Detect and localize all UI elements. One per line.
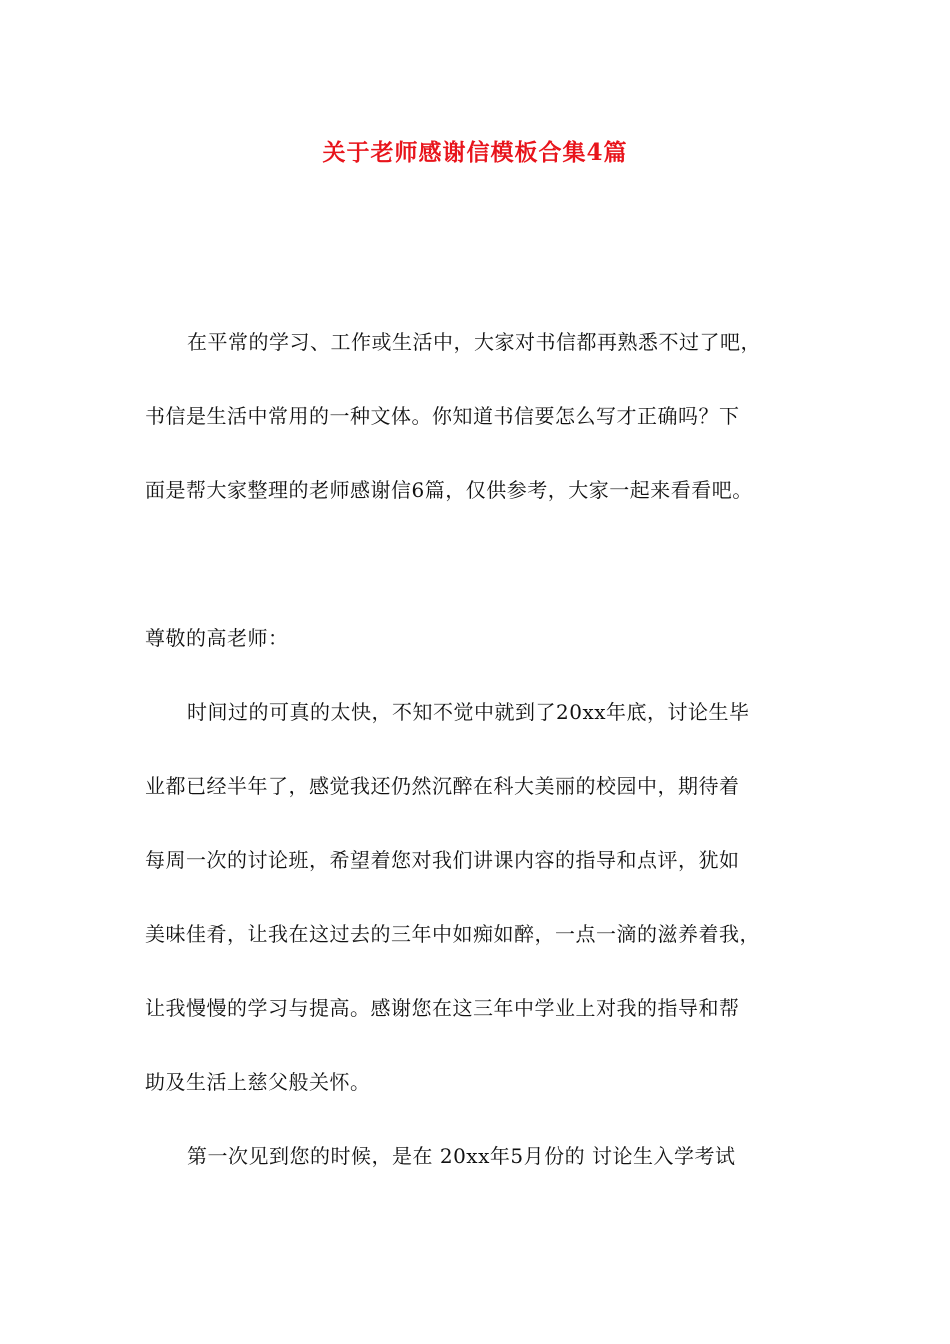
paragraph1-line-5: 让我慢慢的学习与提高。感谢您在这三年中学业上对我的指导和帮 xyxy=(145,996,740,1020)
paragraph1-line-6: 助及生活上慈父般关怀。 xyxy=(145,1070,371,1094)
intro-line-2: 书信是生活中常用的一种文体。你知道书信要怎么写才正确吗？下 xyxy=(145,404,740,428)
paragraph1-line-2: 业都已经半年了，感觉我还仍然沉醉在科大美丽的校园中，期待着 xyxy=(145,774,740,798)
intro-line-3: 面是帮大家整理的老师感谢信6篇，仅供参考，大家一起来看看吧。 xyxy=(145,478,753,502)
paragraph1-line-1: 时间过的可真的太快，不知不觉中就到了20xx年底，讨论生毕 xyxy=(187,700,750,724)
intro-line-1: 在平常的学习、工作或生活中，大家对书信都再熟悉不过了吧， xyxy=(187,330,761,354)
document-title: 关于老师感谢信模板合集4篇 xyxy=(322,139,628,166)
paragraph2-line-1: 第一次见到您的时候，是在 20xx年5月份的 讨论生入学考试 xyxy=(187,1144,736,1168)
paragraph1-line-4: 美味佳肴，让我在这过去的三年中如痴如醉，一点一滴的滋养着我， xyxy=(145,922,760,946)
salutation: 尊敬的高老师： xyxy=(145,626,289,650)
paragraph1-line-3: 每周一次的讨论班，希望着您对我们讲课内容的指导和点评，犹如 xyxy=(145,848,740,872)
